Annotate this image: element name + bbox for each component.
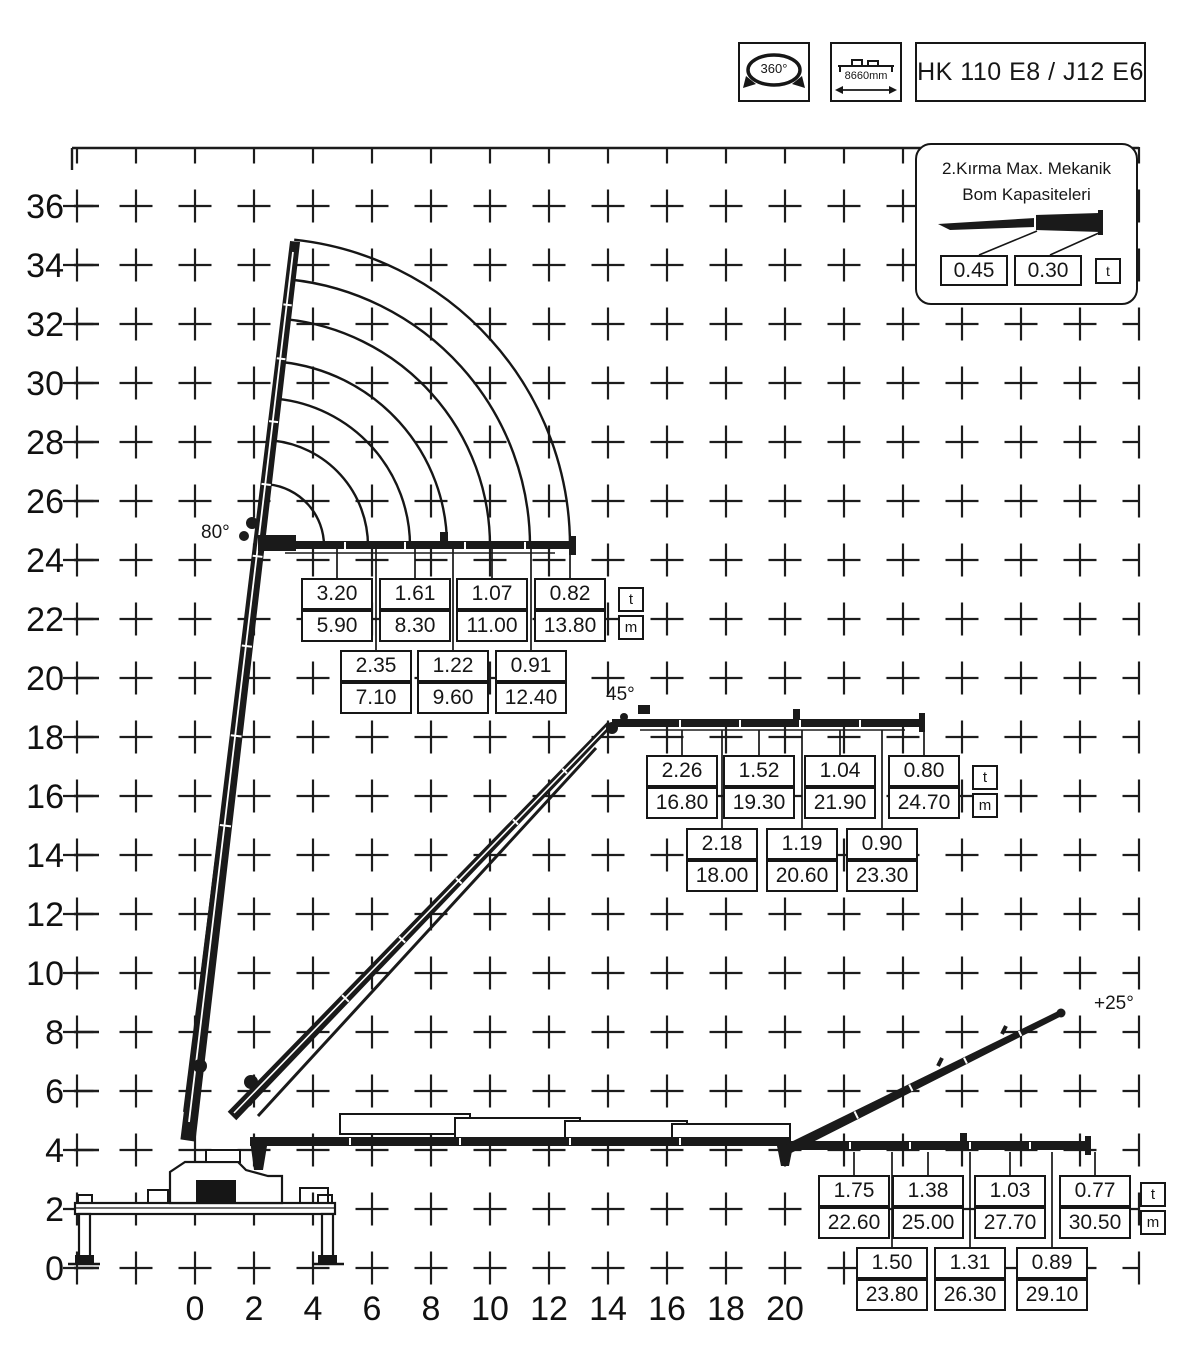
- rotation-360-badge: [738, 42, 810, 102]
- capacity-tonnes-value: 1.50: [856, 1247, 928, 1279]
- unit-label: t: [618, 587, 644, 612]
- boom-angle-label: 80°: [201, 522, 230, 543]
- load-capacity-box: [379, 578, 451, 642]
- load-capacity-box: [888, 755, 960, 819]
- capacity-tonnes-value: 1.07: [456, 578, 528, 610]
- x-tick-label: 0: [185, 1290, 205, 1328]
- y-tick-label: 14: [26, 837, 64, 875]
- outrigger-span-badge: [830, 42, 902, 102]
- load-capacity-box: [892, 1175, 964, 1239]
- unit-label: m: [618, 615, 644, 640]
- radius-metres-value: 24.70: [888, 787, 960, 819]
- x-tick-label: 18: [707, 1290, 745, 1328]
- outrigger-span-label: 8660mm: [844, 70, 888, 82]
- radius-metres-value: 30.50: [1059, 1207, 1131, 1239]
- model-title: HK 110 E8 / J12 E6: [917, 57, 1144, 86]
- envelope-arc: [273, 441, 368, 546]
- load-capacity-box: [340, 650, 412, 714]
- capacity-tonnes-value: 0.90: [846, 828, 918, 860]
- x-tick-label: 14: [589, 1290, 627, 1328]
- capacity-tonnes-value: 1.38: [892, 1175, 964, 1207]
- radius-metres-value: 25.00: [892, 1207, 964, 1239]
- radius-metres-value: 5.90: [301, 610, 373, 642]
- capacity-value-1: 0.45: [940, 255, 1008, 286]
- load-capacity-box: [974, 1175, 1046, 1239]
- radius-metres-value: 19.30: [723, 787, 795, 819]
- x-tick-label: 10: [471, 1290, 509, 1328]
- radius-metres-value: 22.60: [818, 1207, 890, 1239]
- y-tick-label: 32: [26, 306, 64, 344]
- y-tick-label: 12: [26, 896, 64, 934]
- crane-base-drawing: [68, 1150, 344, 1264]
- capacity-tonnes-value: 3.20: [301, 578, 373, 610]
- radius-metres-value: 18.00: [686, 860, 758, 892]
- capacity-tonnes-value: 2.26: [646, 755, 718, 787]
- load-capacity-box: [1016, 1247, 1088, 1311]
- radius-metres-value: 16.80: [646, 787, 718, 819]
- radius-metres-value: 29.10: [1016, 1279, 1088, 1311]
- y-tick-label: 26: [26, 483, 64, 521]
- capacity-tonnes-value: 0.80: [888, 755, 960, 787]
- radius-metres-value: 23.80: [856, 1279, 928, 1311]
- unit-label: t: [972, 765, 998, 790]
- x-tick-label: 20: [766, 1290, 804, 1328]
- y-tick-label: 10: [26, 955, 64, 993]
- load-capacity-box: [417, 650, 489, 714]
- load-capacity-box: [301, 578, 373, 642]
- load-capacity-box: [456, 578, 528, 642]
- capacity-tonnes-value: 1.03: [974, 1175, 1046, 1207]
- boom-angle-label: 45°: [606, 684, 635, 705]
- info-box-title-line1: 2.Kırma Max. Mekanik: [941, 159, 1112, 178]
- envelope-arc: [278, 399, 411, 546]
- load-capacity-box: [846, 828, 918, 892]
- load-capacity-box: [804, 755, 876, 819]
- radius-metres-value: 8.30: [379, 610, 451, 642]
- radius-metres-value: 11.00: [456, 610, 528, 642]
- capacity-tonnes-value: 2.18: [686, 828, 758, 860]
- x-axis-labels: [186, 1290, 804, 1328]
- second-knuckle-capacity-box: [915, 143, 1138, 305]
- capacity-unit: t: [1095, 258, 1121, 284]
- capacity-tonnes-value: 1.19: [766, 828, 838, 860]
- y-tick-label: 34: [26, 247, 64, 285]
- y-axis-ticks: [74, 206, 99, 1268]
- load-capacity-box: [686, 828, 758, 892]
- y-tick-label: 4: [45, 1132, 64, 1170]
- y-tick-label: 6: [45, 1073, 64, 1111]
- y-tick-label: 22: [26, 601, 64, 639]
- capacity-tonnes-value: 1.61: [379, 578, 451, 610]
- radius-metres-value: 9.60: [417, 682, 489, 714]
- capacity-tonnes-value: 1.75: [818, 1175, 890, 1207]
- info-box-title-line2: Bom Kapasiteleri: [962, 185, 1091, 204]
- capacity-tonnes-value: 2.35: [340, 650, 412, 682]
- radius-metres-value: 23.30: [846, 860, 918, 892]
- y-tick-label: 0: [45, 1250, 64, 1288]
- y-tick-label: 18: [26, 719, 64, 757]
- load-capacity-box: [495, 650, 567, 714]
- capacity-tonnes-value: 1.52: [723, 755, 795, 787]
- model-title-box: [915, 42, 1146, 102]
- unit-box: [1140, 1182, 1166, 1238]
- unit-label: m: [1140, 1210, 1166, 1235]
- load-capacity-box: [534, 578, 606, 642]
- y-tick-label: 24: [26, 542, 64, 580]
- envelope-arc: [286, 319, 490, 546]
- radius-metres-value: 27.70: [974, 1207, 1046, 1239]
- unit-label: m: [972, 793, 998, 818]
- y-tick-label: 16: [26, 778, 64, 816]
- radius-metres-value: 13.80: [534, 610, 606, 642]
- unit-box: [618, 587, 644, 643]
- y-axis-labels: [26, 188, 64, 1288]
- unit-label: t: [1140, 1182, 1166, 1207]
- load-capacity-box: [818, 1175, 890, 1239]
- capacity-value-2: 0.30: [1014, 255, 1082, 286]
- y-tick-label: 20: [26, 660, 64, 698]
- radius-metres-value: 12.40: [495, 682, 567, 714]
- y-tick-label: 28: [26, 424, 64, 462]
- x-tick-label: 12: [530, 1290, 568, 1328]
- x-tick-label: 6: [362, 1290, 382, 1328]
- x-tick-label: 2: [244, 1290, 264, 1328]
- capacity-tonnes-value: 1.22: [417, 650, 489, 682]
- radius-metres-value: 21.90: [804, 787, 876, 819]
- capacity-tonnes-value: 0.82: [534, 578, 606, 610]
- load-capacity-box: [723, 755, 795, 819]
- boom-angle-label: +25°: [1094, 993, 1134, 1014]
- load-capacity-box: [856, 1247, 928, 1311]
- x-tick-label: 8: [421, 1290, 441, 1328]
- radius-metres-value: 7.10: [340, 682, 412, 714]
- info-box-boom-icon: [917, 200, 1140, 258]
- y-tick-label: 8: [45, 1014, 64, 1052]
- y-tick-label: 36: [26, 188, 64, 226]
- load-capacity-box: [934, 1247, 1006, 1311]
- rotation-badge-label: 360°: [760, 61, 788, 76]
- x-tick-label: 16: [648, 1290, 686, 1328]
- radius-metres-value: 20.60: [766, 860, 838, 892]
- load-capacity-box: [1059, 1175, 1131, 1239]
- capacity-tonnes-value: 1.31: [934, 1247, 1006, 1279]
- capacity-tonnes-value: 0.91: [495, 650, 567, 682]
- load-capacity-box: [646, 755, 718, 819]
- load-capacity-box: [766, 828, 838, 892]
- y-tick-label: 30: [26, 365, 64, 403]
- y-tick-label: 2: [45, 1191, 64, 1229]
- capacity-tonnes-value: 1.04: [804, 755, 876, 787]
- x-tick-label: 4: [303, 1290, 323, 1328]
- capacity-tonnes-value: 0.89: [1016, 1247, 1088, 1279]
- radius-metres-value: 26.30: [934, 1279, 1006, 1311]
- unit-box: [972, 765, 998, 821]
- capacity-tonnes-value: 0.77: [1059, 1175, 1131, 1207]
